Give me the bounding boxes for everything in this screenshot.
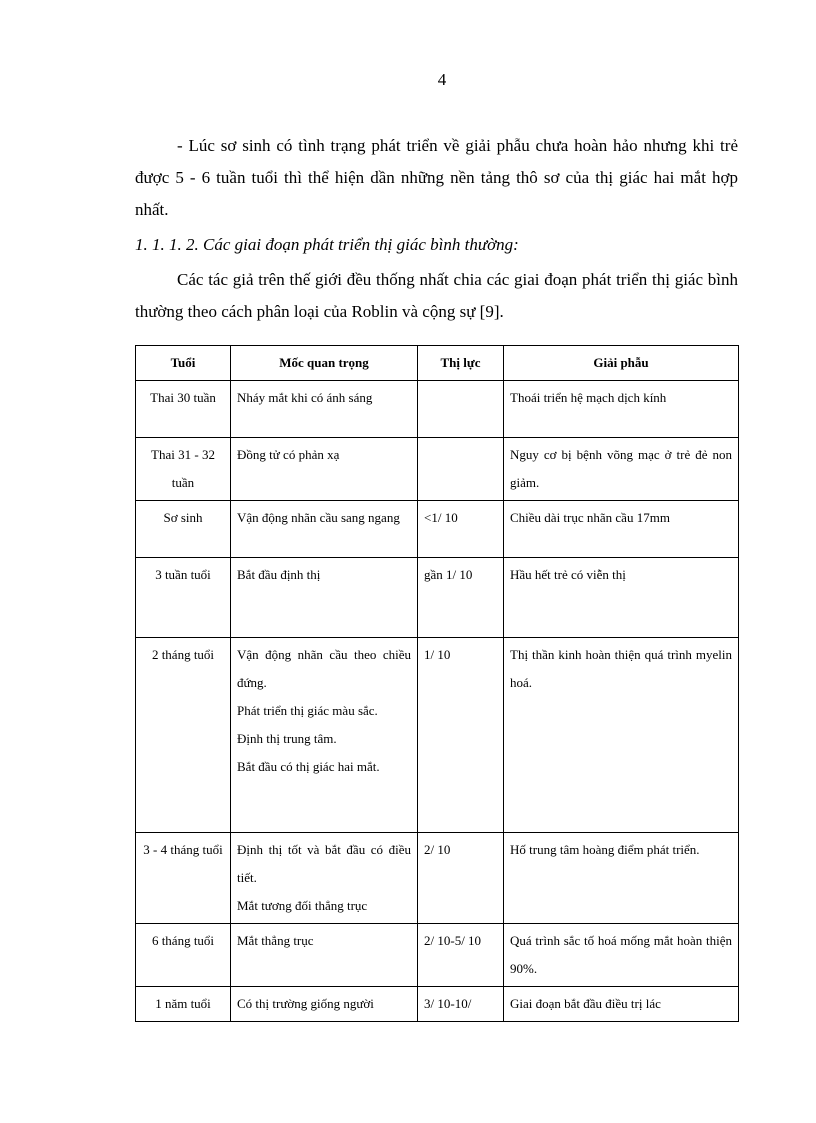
vision-development-table	[135, 345, 739, 1022]
cell-milestones	[231, 381, 418, 438]
cell-acuity: gần 1/ 10	[418, 558, 504, 638]
cell-anatomy: Giai đoạn bắt đầu điều trị lác	[504, 987, 739, 1022]
cell-anatomy: Hố trung tâm hoàng điểm phát triển.	[504, 833, 739, 924]
table-row	[136, 924, 739, 987]
table-row	[136, 381, 739, 438]
cell-anatomy: Thoái triển hệ mạch dịch kính	[504, 381, 739, 438]
milestone-line: Định thị trung tâm.	[237, 731, 337, 746]
cell-milestones	[231, 558, 418, 638]
table-row	[136, 987, 739, 1022]
header-milestones: Mốc quan trọng	[231, 346, 418, 381]
table-row	[136, 833, 739, 924]
cell-age: 3 - 4 tháng tuổi	[136, 833, 231, 924]
cell-acuity: 2/ 10	[418, 833, 504, 924]
cell-acuity: 1/ 10	[418, 638, 504, 833]
cell-milestones	[231, 438, 418, 501]
table-row	[136, 501, 739, 558]
header-anatomy: Giải phẫu	[504, 346, 739, 381]
cell-anatomy: Hầu hết trẻ có viễn thị	[504, 558, 739, 638]
cell-milestones	[231, 833, 418, 924]
cell-anatomy: Chiều dài trục nhãn cầu 17mm	[504, 501, 739, 558]
table-row	[136, 638, 739, 833]
milestone-line: Bắt đầu có thị giác hai mắt.	[237, 759, 380, 774]
milestone-line: Nháy mắt khi có ánh sáng	[237, 390, 373, 405]
cell-acuity	[418, 438, 504, 501]
milestone-line: Mắt thẳng trục	[237, 933, 314, 948]
cell-anatomy: Quá trình sắc tố hoá mống mắt hoàn thiện 90%.	[504, 924, 739, 987]
cell-anatomy: Thị thần kinh hoàn thiện quá trình myelin hoá.	[504, 638, 739, 833]
table-row	[136, 438, 739, 501]
milestone-line: Đồng tử có phản xạ	[237, 447, 340, 462]
cell-age: Thai 30 tuần	[136, 381, 231, 438]
milestone-line: Phát triển thị giác màu sắc.	[237, 703, 378, 718]
cell-acuity: 3/ 10-10/	[418, 987, 504, 1022]
cell-acuity: 2/ 10-5/ 10	[418, 924, 504, 987]
cell-age: 2 tháng tuổi	[136, 638, 231, 833]
cell-milestones	[231, 924, 418, 987]
milestone-line: Bắt đầu định thị	[237, 567, 321, 582]
cell-age: 1 năm tuổi	[136, 987, 231, 1022]
cell-milestones	[231, 638, 418, 833]
cell-acuity	[418, 381, 504, 438]
paragraph-classification: Các tác giả trên thế giới đều thống nhất chia các giai đoạn phát triển thị giác bình thường theo cách phân loại của Roblin và cộng sự [9].	[135, 270, 738, 321]
section-heading: 1. 1. 1. 2. Các giai đoạn phát triển thị giác bình thường:	[135, 235, 519, 254]
table-row	[136, 558, 739, 638]
cell-acuity: <1/ 10	[418, 501, 504, 558]
milestone-line: Định thị tốt và bắt đầu có điều tiết.	[237, 842, 411, 885]
cell-milestones	[231, 501, 418, 558]
cell-milestones	[231, 987, 418, 1022]
paragraph-newborn-development: - Lúc sơ sinh có tình trạng phát triển về giải phẫu chưa hoàn hảo nhưng khi trẻ được 5 - 6 tuần tuổi thì thể hiện dần những nền tảng thô sơ của thị giác hai mắt hợp nhất.	[135, 136, 738, 219]
milestone-line: Mắt tương đối thẳng trục	[237, 898, 368, 913]
cell-age: 6 tháng tuổi	[136, 924, 231, 987]
milestone-line: Vận động nhãn cầu sang ngang	[237, 510, 400, 525]
cell-age: Sơ sinh	[136, 501, 231, 558]
table-header-row	[136, 346, 739, 381]
cell-anatomy: Nguy cơ bị bệnh võng mạc ở trẻ đẻ non giảm.	[504, 438, 739, 501]
page-number: 4	[437, 70, 447, 89]
cell-age: 3 tuần tuổi	[136, 558, 231, 638]
header-acuity: Thị lực	[418, 346, 504, 381]
cell-age: Thai 31 - 32 tuần	[136, 438, 231, 501]
milestone-line: Vận động nhãn cầu theo chiều đứng.	[237, 647, 411, 690]
header-age: Tuổi	[136, 346, 231, 381]
milestone-line: Có thị trường giống người	[237, 996, 374, 1011]
